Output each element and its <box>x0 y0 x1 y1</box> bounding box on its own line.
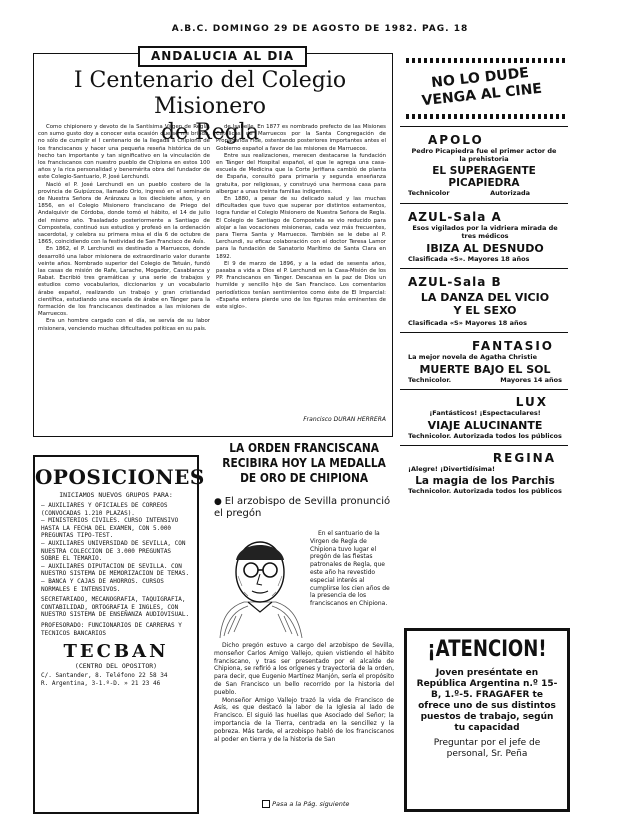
square-icon <box>262 800 270 808</box>
cinema-lux <box>400 390 568 446</box>
cinema-apolo-tech: Technicolor <box>408 189 450 197</box>
oposiciones-list <box>35 502 197 593</box>
cinema-fantasio-meta <box>408 376 562 384</box>
oposiciones-item: — BANCA Y CAJAS DE AHORROS. CURSOS NORMALES E INTENSIVOS. <box>41 577 164 593</box>
franciscan-subhead-text: El arzobispo de Sevilla pronunció el pregón <box>214 496 391 519</box>
cinema-apolo <box>400 127 568 204</box>
oposiciones-ad <box>33 455 205 814</box>
tecban-address-1: C/. Santander, 8. Teléfono 22 58 34 <box>41 672 168 680</box>
cinema-apolo-name: APOLO <box>428 133 484 147</box>
article-paragraph: Entre sus realizaciones, merecen destacarse la fundación en Tánger del Hospital español, el que le agrega una casa-escuela de Medicina que la Corte Jerifiana cambió de planta de España, consultó para primaria y segunda enseñanza gratuita, por religiosas, y construyó una hermosa casa para albergar a unas treinta familias indigentes. <box>216 152 386 195</box>
article-column-1 <box>38 124 210 430</box>
oposiciones-subtitle: INICIAMOS NUEVOS GRUPOS PARA: <box>59 491 173 499</box>
cinema-banner <box>400 54 568 127</box>
cinema-azul-a-rating: Clasificada «S». Mayores 18 años <box>408 255 530 263</box>
oposiciones-title: OPOSICIONES <box>35 465 205 489</box>
cinema-azul-a-film: IBIZA AL DESNUDO <box>426 242 544 255</box>
cinema-regina-film: La magia de los Parchis <box>415 475 555 487</box>
tecban-subtitle: (CENTRO DEL OPOSITOR) <box>74 662 158 671</box>
oposiciones-item: — MINISTERIOS CIVILES. CURSO INTENSIVO HASTA LA FECHA DEL EXAMEN, CON 5.000 PREGUNTAS TIPO-TEST. <box>41 517 179 540</box>
cinema-lux-line: ¡Fantásticos! ¡Espectaculares! <box>429 409 541 417</box>
page-header: A.B.C. DOMINGO 29 DE AGOSTO DE 1982. PAG. 18 <box>171 24 469 34</box>
article-title-line1: I Centenario del Colegio Misionero <box>73 68 347 119</box>
cinema-fantasio-rating: Mayores 14 años <box>500 376 562 384</box>
atencion-body: Joven preséntate en República Argentina n.º 15-B, 1.º-5. FRAGAFER te ofrece uno de sus distintos puestos de trabajo, según tu capacidad <box>416 668 558 733</box>
franciscan-paragraph: Dicho pregón estuvo a cargo del arzobispo de Sevilla, monseñor Carlos Amigo Vallejo, quien vistiendo el hábito franciscano, y tras ser presentado por el alcalde de Chipiona, se refirió a los orígenes y trayectoria de la orden, para decir, que Eugenio Martínez Manjón, sería el propósito de San Francisco un bello recorrido por la historia del pueblo. <box>214 642 394 696</box>
cinema-azul-b <box>400 269 568 333</box>
tecban-brand: TECBAN <box>63 641 169 663</box>
cinema-azul-a-line: Esos vigilados por la vidriera mirada de tres médicos <box>412 224 558 240</box>
article-column-2 <box>216 124 386 412</box>
article-paragraph: Nació el P. José Lerchundi en un pueblo costero de la provincia de Guipúzcoa, llamado Orio, ingresó en el seminario de Nuestra Señora de Aránzazu a los diecisiete años, y en 1856, en el Colegio Misionero franciscano de Priego del Andalquivir de Córdoba, donde tomó el hábito, el 14 de julio del mismo año. Trasladado posteriormente a Santiago de Compostela, continuó sus estudios y profesó en la ordenación sacerdotal, y celebra su primera misa el día 6 de octubre de 1865, coincidiendo con la festividad de San Francisco de Asís. <box>38 181 210 246</box>
oposiciones-item: — AUXILIARES UNIVERSIDAD DE SEVILLA, CON NUESTRA COLECCION DE 3.000 PREGUNTAS SOBRE EL TEMARIO. <box>41 539 186 563</box>
cinema-fantasio-name: FANTASIO <box>472 339 554 353</box>
franciscan-body-full <box>214 642 394 806</box>
cinema-fantasio-tech: Technicolor. <box>408 376 452 384</box>
oposiciones-professors: PROFESORADO: FUNCIONARIOS DE CARRERAS Y TECNICOS BANCARIOS <box>41 621 182 637</box>
cinema-azul-b-name: AZUL-Sala B <box>408 275 502 289</box>
oposiciones-item: — AUXILIARES DIPUTACION DE SEVILLA. CON NUESTRO SISTEMA DE MEMORIZACION DE TEMAS. <box>41 562 190 578</box>
oposiciones-extra: SECRETARIADO, MECANOGRAFIA, TAQUIGRAFIA, CONTABILIDAD, ORTOGRAFIA E INGLES, CON NUESTRO SISTEMA DE ENSEÑANZA AUDIOVISUAL. <box>41 596 190 619</box>
cinema-azul-a <box>400 204 568 269</box>
article-paragraph: En 1880, a pesar de su delicado salud y las muchas dificultades que tuvo que superar por distintos estamentos, logra fundar el Colegio Misionero de Nuestra Señora de Regla. El Colegio de Santiago de Compostela se vio reducido para alojar a las vocaciones misioneras, cada vez más frecuentes, para Tierra Santa y Marruecos. También se le debe al P. Lerchundi, su eficaz colaboración con el doctor Teresa Lamor para la fundación de Sanatorio Marítimo de Santa Clara en 1892. <box>216 196 386 260</box>
cinema-azul-a-name: AZUL-Sala A <box>408 210 502 224</box>
bullet-icon: ● <box>214 497 225 507</box>
cinema-regina <box>400 446 568 500</box>
article-paragraph: El 9 de marzo de 1896, y a la edad de sesenta años, pasaba a vida a Dios el P. Lerchundi en la Casa-Misión de los PP. Franciscanos en Tánger. Descansa en la paz de Dios un humilde y sencillo hijo de San Francisco. Los comentarios periodísticos tenían sentimientos como éste de El Imparcial: «España entera pierde uno de los figuras más eminentes de este siglo». <box>216 260 386 311</box>
cinema-apolo-line: Pedro Picapiedra fue el primer actor de la prehistoria <box>411 147 557 163</box>
cinema-azul-b-rating: Clasificada «S» Mayores 18 años <box>408 319 527 327</box>
continued-note[interactable] <box>262 800 396 808</box>
cinema-fantasio <box>400 333 568 390</box>
cinema-fantasio-line: La mejor novela de Agatha Christie <box>408 353 537 361</box>
atencion-footer: Preguntar por el jefe de personal, Sr. Peña <box>433 738 541 759</box>
cinema-regina-name: REGINA <box>492 451 556 465</box>
franciscan-body-right <box>310 530 394 608</box>
atencion-ad <box>404 628 570 812</box>
cinema-block <box>400 54 568 614</box>
film-strip-bottom <box>406 114 568 119</box>
cinema-apolo-film: EL SUPERAGENTE PICAPIEDRA <box>432 165 536 189</box>
cinema-banner-text: NO LO DUDE VENGA AL CINE <box>420 64 543 110</box>
continued-note-text: Pasa a la Pág. siguiente <box>272 800 350 808</box>
cinema-fantasio-film: MUERTE BAJO EL SOL <box>419 363 551 376</box>
cinema-apolo-meta <box>408 189 560 197</box>
article-byline: Francisco DURAN HERRERA <box>303 416 386 423</box>
franciscan-paragraph: En el santuario de la Virgen de Regla de Chipiona tuvo lugar el pregón de las fiestas patronales de Regla, que este año ha revestido especial interés al cumplirse los cien años de la presencia de los franciscanos en Chipiona. <box>310 530 390 608</box>
oposiciones-item: — AUXILIARES Y OFICIALES DE CORREOS (CONVOCADAS 1.210 PLAZAS). <box>41 502 168 517</box>
franciscan-subhead <box>214 496 392 520</box>
article-paragraph: Era un hombre cargado con el día, se servía de su labor misionera, venciendo muchas dificultades políticas en su país. <box>38 318 210 332</box>
article-title-line2: de Regla <box>161 120 259 145</box>
archbishop-portrait <box>214 530 306 638</box>
section-label: ANDALUCIA AL DIA <box>138 46 307 67</box>
cinema-lux-film: VIAJE ALUCINANTE <box>427 419 543 432</box>
franciscan-paragraph: Monseñor Amigo Vallejo trazó la vida de Francisco de Asís, es que destacó la labor de la Iglesia al lado de Francisco. El siguió las huellas que Asociado del Señor; la importancia de la Tierra, centrada en la sencillez y la pobreza. Más tarde, el arzobispo habló de los franciscanos al poder en tierra y de la historia de San <box>214 696 394 743</box>
atencion-title: ¡ATENCION! <box>427 637 547 662</box>
franciscan-headline: LA ORDEN FRANCISCANA RECIBIRA HOY LA MEDALLA DE ORO DE CHIPIONA <box>222 440 386 485</box>
tecban-address-2: R. Argentina, 3-1.º-D. » 21 23 46 <box>41 680 161 688</box>
cinema-azul-b-film2: Y EL SEXO <box>453 304 517 317</box>
cinema-azul-b-film1: LA DANZA DEL VICIO <box>420 291 550 304</box>
article-paragraph: de Isabelle. En 1877 es nombrado prefecto de las Misiones Católicas de Marruecos por la Santa Congregación de Propaganda Fide, ostentando posteriores importantes antes el Gobierno español a favor de las misiones de Marruecos. <box>216 124 386 152</box>
cinema-apolo-rating: Autorizada <box>490 189 530 197</box>
article-paragraph: En 1862, el P. Lerchundi es destinado a Marruecos, donde desarrolló una labor misionera de extraordinario valor durante veinte años. Nombrado superior del Colegio de Tetuán, fundó las casas de misión de Rafe, Larache, Mogador, Casablanca y Rabat. Escribió tres gramáticas y una serie de trabajos y estudios como vocabularios, diccionarios y un vocabulario árabe español, realizando un trabajo y gran cristiandad científica, estudiando una escuela de árabe en Tánger para la formación de los franciscanos destinados a las misiones de Marruecos. <box>38 246 210 318</box>
cinema-lux-name: LUX <box>515 395 548 409</box>
cinema-regina-rating: Technicolor. Autorizada todos los públicos <box>408 487 562 495</box>
cinema-regina-line: ¡Alegre! ¡Divertidísima! <box>408 465 496 473</box>
cinema-lux-rating: Technicolor. Autorizada todos los públicos <box>408 432 562 440</box>
article-paragraph: Como chipionero y devoto de la Santísima Virgen de Regla, con sumo gusto doy a conocer esta ocasión que se me brinda, no sólo de cumplir el I centenario de la llegada a Chipiona de los franciscanos y hacer una pequeña reseña histórica de un hecho tan importante y tan significativo en la vinculación de los franciscanos con nuestro pueblo de Chipiona en estos 100 años y la rica personalidad y benemérita obra del fundador de este Colegio-Santuario, P. José Lerchundi. <box>38 124 210 181</box>
